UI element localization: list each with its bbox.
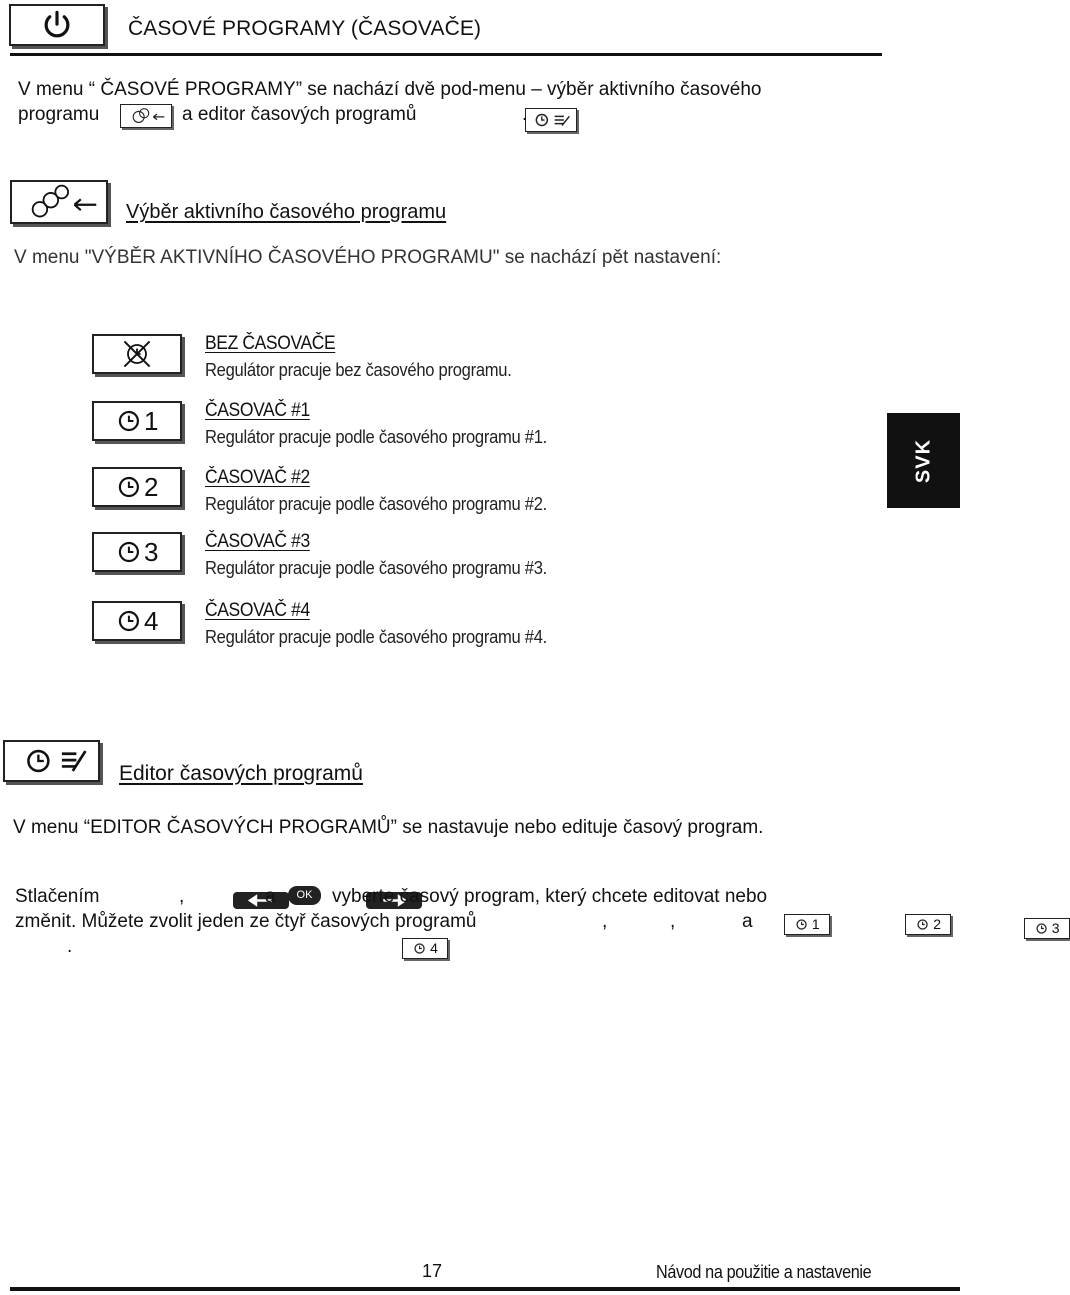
clock-3-icon <box>1025 919 1069 938</box>
option-name: ČASOVAČ #2 <box>205 467 310 488</box>
no-timer-icon-box <box>92 334 182 374</box>
clock-4-mini-icon: 4 <box>402 938 448 959</box>
option-name: ČASOVAČ #4 <box>205 600 310 621</box>
section-1-title: Výběr aktivního časového programu <box>126 201 447 223</box>
timer-edit-icon-box <box>3 740 100 782</box>
intro-line-1: V menu “ ČASOVÉ PROGRAMY” se nachází dvě pod-menu – výběr aktivního časového <box>18 79 762 100</box>
clock-1-icon <box>785 915 829 934</box>
header-divider <box>10 53 882 56</box>
option-name: BEZ ČASOVAČE <box>205 333 336 354</box>
timer-select-mini-icon <box>120 104 172 128</box>
timer-edit-mini-icon <box>525 108 577 132</box>
page-number: 17 <box>422 1261 443 1281</box>
side-tab-label: SVK <box>912 438 934 483</box>
clock-2-icon <box>94 469 180 505</box>
instruction-line-1: Stlačením <box>15 886 100 907</box>
clock-2-icon-box <box>92 467 182 507</box>
clock-4-icon <box>94 603 180 639</box>
clock-2-icon <box>906 915 950 934</box>
clock-1-icon-box <box>92 401 182 441</box>
timer-select-icon <box>121 105 171 127</box>
option-description: Regulátor pracuje podle časového programu #2. <box>205 494 548 514</box>
clock-3-icon-box <box>92 532 182 572</box>
clock-1-label: 1 <box>144 406 159 436</box>
option-description: Regulátor pracuje podle časového programu #4. <box>205 627 548 647</box>
timer-edit-large-icon <box>5 742 98 780</box>
section-2-description: V menu “EDITOR ČASOVÝCH PROGRAMŮ” se nastavuje nebo edituje časový program. <box>13 817 764 838</box>
left-arrow-icon <box>233 892 289 909</box>
no-timer-icon <box>94 336 180 372</box>
option-name: ČASOVAČ #3 <box>205 531 310 552</box>
timer-select-large-icon <box>12 182 106 222</box>
intro-line-2: programu <box>18 104 100 125</box>
clock-2-mini-icon: 2 <box>905 914 951 935</box>
clock-2-label: 2 <box>144 472 159 502</box>
clock-3-icon <box>94 534 180 570</box>
option-description: Regulátor pracuje podle časového programu #1. <box>205 427 548 447</box>
page-title: ČASOVÉ PROGRAMY (ČASOVAČE) <box>128 17 482 40</box>
intro-line-2-mid: a editor časových programů <box>182 104 417 125</box>
option-description: Regulátor pracuje podle časového programu #3. <box>205 558 548 578</box>
power-icon <box>11 6 103 44</box>
section-2-title: Editor časových programů <box>119 762 363 785</box>
intro-line-2-end: . <box>522 104 528 125</box>
timer-edit-icon <box>526 109 576 131</box>
language-side-tab <box>887 413 960 508</box>
option-description: Regulátor pracuje bez časového programu. <box>205 360 512 380</box>
instruction-line-2: změnit. Můžete zvolit jeden ze čtyř časových programů <box>15 911 477 932</box>
clock-3-label: 3 <box>144 537 159 567</box>
clock-1-mini-icon: 1 <box>784 914 830 935</box>
section-1-description: V menu "VÝBĚR AKTIVNÍHO ČASOVÉHO PROGRAMU" se nachází pět nastavení: <box>14 247 722 268</box>
clock-3-mini-icon: 3 <box>1024 918 1070 939</box>
footer-text: Návod na použitie a nastavenie <box>656 1262 872 1282</box>
left-arrow-button-icon <box>233 892 289 909</box>
clock-4-icon <box>403 939 447 958</box>
footer-divider <box>10 1287 960 1291</box>
clock-4-icon-box <box>92 601 182 641</box>
power-icon-box <box>9 4 105 46</box>
clock-4-label: 4 <box>144 606 159 636</box>
timer-select-icon-box <box>10 180 108 224</box>
clock-1-icon <box>94 403 180 439</box>
section-2-menu-name: “EDITOR ČASOVÝCH PROGRAMŮ” <box>83 817 397 838</box>
option-name: ČASOVAČ #1 <box>205 400 310 421</box>
intro-menu-name: “ ČASOVÉ PROGRAMY” <box>88 79 303 100</box>
ok-button-icon: OK <box>288 886 321 905</box>
